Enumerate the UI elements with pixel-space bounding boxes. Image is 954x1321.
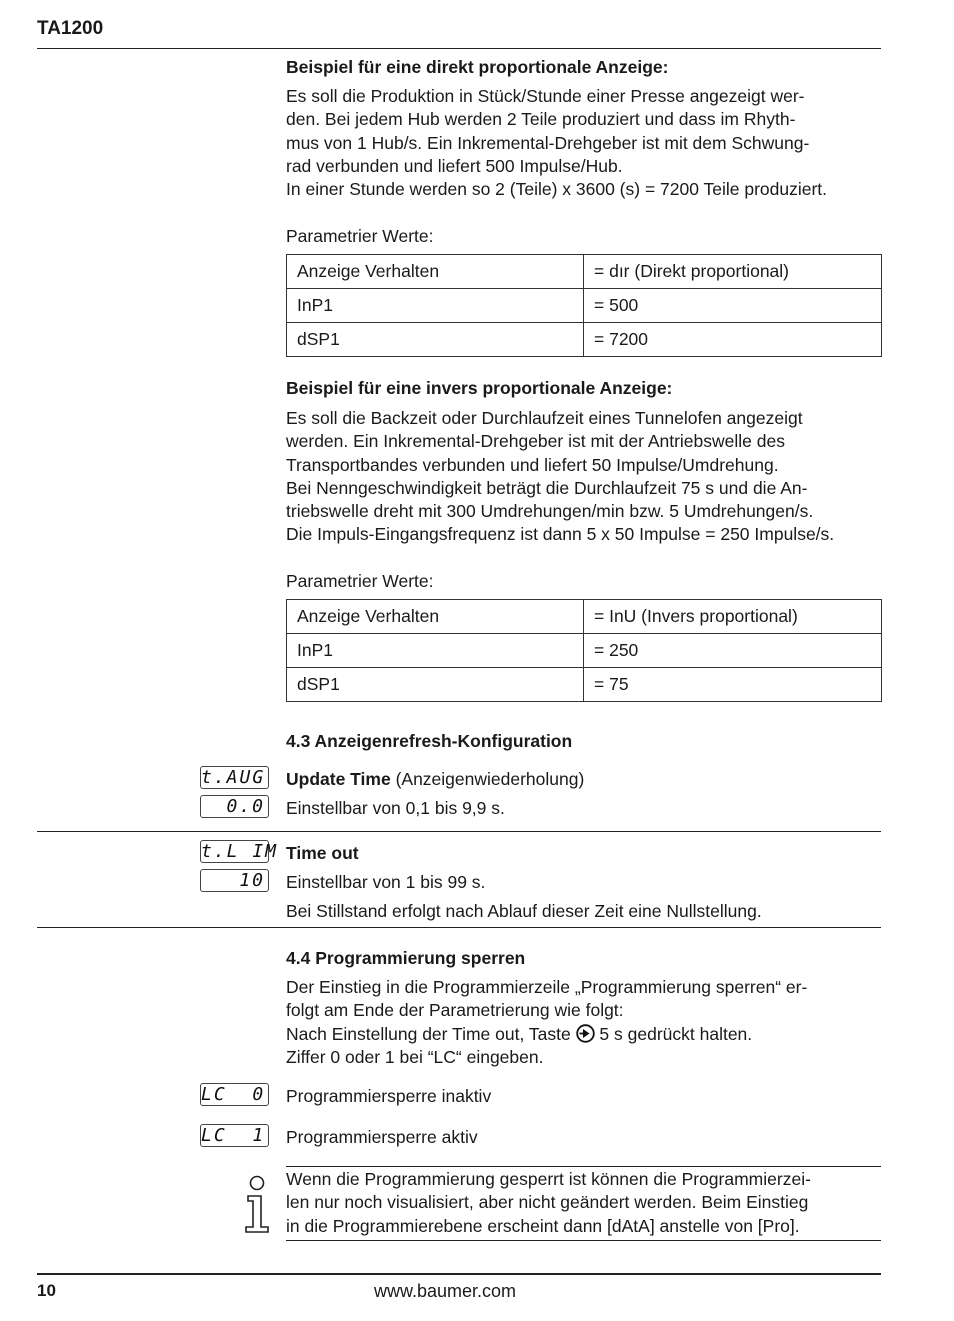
table-row (287, 323, 882, 357)
update-time-desc: Einstellbar von 0,1 bis 9,9 s. (286, 798, 505, 818)
text-line: In einer Stunde werden so 2 (Teile) x 3600 (s) = 7200 Teile produziert. (286, 179, 828, 200)
table-row (287, 634, 882, 668)
info-icon (242, 1174, 272, 1236)
lock-inactive-label: Programmiersperre inaktiv (286, 1086, 492, 1106)
text-line (286, 1023, 882, 1046)
header-rule (37, 48, 881, 49)
text-line: Es soll die Produktion in Stück/Stunde einer Presse angezeigt wer- (286, 86, 805, 106)
lcd-display-lock-inactive: LC 0 (200, 1083, 269, 1106)
text-line: Ziffer 0 oder 1 bei “LC“ eingeben. (286, 1046, 544, 1067)
update-time-title (286, 768, 584, 791)
text-line: werden. Ein Inkremental-Drehgeber ist mit der Antriebswelle des (286, 431, 785, 452)
lcd-display-lock-active: LC 1 (200, 1124, 269, 1147)
table-cell: dSP1 (287, 323, 584, 357)
text-line: len nur noch visualisiert, aber nicht geändert werden. Beim Einstieg (286, 1192, 809, 1213)
lock-active-label: Programmiersperre aktiv (286, 1127, 478, 1147)
table-cell: = 500 (584, 289, 882, 323)
lcd-display-update-value: 0.0 (200, 795, 269, 818)
page-number: 10 (37, 1281, 56, 1300)
text-line: Wenn die Programmierung gesperrt ist können die Programmierzei- (286, 1169, 811, 1189)
table-row (287, 289, 882, 323)
text-line: Bei Nenngeschwindigkeit beträgt die Durchlaufzeit 75 s und die An- (286, 477, 808, 498)
text-line: Die Impuls-Eingangsfrequenz ist dann 5 x 50 Impulse = 250 Impulse/s. (286, 524, 835, 545)
example1-text (286, 85, 882, 201)
table-cell: Anzeige Verhalten (287, 600, 584, 634)
example1-param-table (286, 254, 882, 357)
update-time-label: Update Time (286, 769, 391, 789)
example1-heading: Beispiel für eine direkt proportionale Anzeige: (286, 57, 669, 77)
example2-text (286, 407, 882, 547)
divider (37, 927, 881, 928)
example2-param-table (286, 599, 882, 702)
section-4-4-heading: 4.4 Programmierung sperren (286, 948, 526, 968)
table-row (287, 255, 882, 289)
update-time-subtitle: (Anzeigenwiederholung) (390, 769, 585, 789)
text-line: mus von 1 Hub/s. Ein Inkremental-Drehgeber ist mit dem Schwung- (286, 132, 810, 153)
lcd-display-update-param: t.AUG (200, 766, 269, 789)
example2-param-label: Parametrier Werte: (286, 571, 434, 591)
text-line: triebswelle dreht mit 300 Umdrehungen/min bzw. 5 Umdrehungen/s. (286, 501, 814, 522)
table-cell: InP1 (287, 289, 584, 323)
table-cell: = 250 (584, 634, 882, 668)
divider (37, 831, 881, 832)
lcd-display-timeout-value: 10 (200, 869, 269, 892)
table-row (287, 668, 882, 702)
text-line: rad verbunden und liefert 500 Impulse/Hub. (286, 155, 623, 176)
text-line: Es soll die Backzeit oder Durchlaufzeit eines Tunnelofen angezeigt (286, 408, 803, 428)
table-cell: = dır (Direkt proportional) (584, 255, 882, 289)
example2-heading: Beispiel für eine invers proportionale Anzeige: (286, 378, 673, 398)
text-line: in die Programmierebene erscheint dann [dAtA] anstelle von [Pro]. (286, 1215, 800, 1236)
note-text (286, 1168, 882, 1238)
footer-rule (37, 1273, 881, 1275)
text-fragment: 5 s gedrückt halten. (594, 1023, 753, 1044)
text-fragment: Nach Einstellung der Time out, Taste (286, 1023, 576, 1044)
table-cell: dSP1 (287, 668, 584, 702)
text-line: den. Bei jedem Hub werden 2 Teile produziert und dass im Rhyth- (286, 109, 796, 130)
note-top-rule (286, 1166, 881, 1167)
document-title: TA1200 (37, 18, 104, 39)
enter-key-icon (576, 1024, 595, 1043)
table-cell: Anzeige Verhalten (287, 255, 584, 289)
note-bottom-rule (286, 1240, 881, 1241)
timeout-desc: Einstellbar von 1 bis 99 s. (286, 872, 486, 892)
timeout-note: Bei Stillstand erfolgt nach Ablauf dieser Zeit eine Nullstellung. (286, 901, 762, 921)
timeout-title: Time out (286, 843, 359, 863)
text-line: Transportbandes verbunden und liefert 50 Impulse/Umdrehung. (286, 454, 779, 475)
section-4-3-heading: 4.3 Anzeigenrefresh-Konfiguration (286, 731, 573, 751)
table-cell: InP1 (287, 634, 584, 668)
table-row (287, 600, 882, 634)
example1-param-label: Parametrier Werte: (286, 226, 434, 246)
table-cell: = InU (Invers proportional) (584, 600, 882, 634)
section-4-4-text (286, 976, 882, 1069)
lcd-display-timeout-param: t.L IM (201, 841, 279, 862)
text-line: folgt am Ende der Parametrierung wie folgt: (286, 1000, 624, 1021)
text-line: Der Einstieg in die Programmierzeile „Programmierung sperren“ er- (286, 977, 808, 997)
table-cell: = 7200 (584, 323, 882, 357)
table-cell: = 75 (584, 668, 882, 702)
footer-url: www.baumer.com (374, 1281, 517, 1301)
